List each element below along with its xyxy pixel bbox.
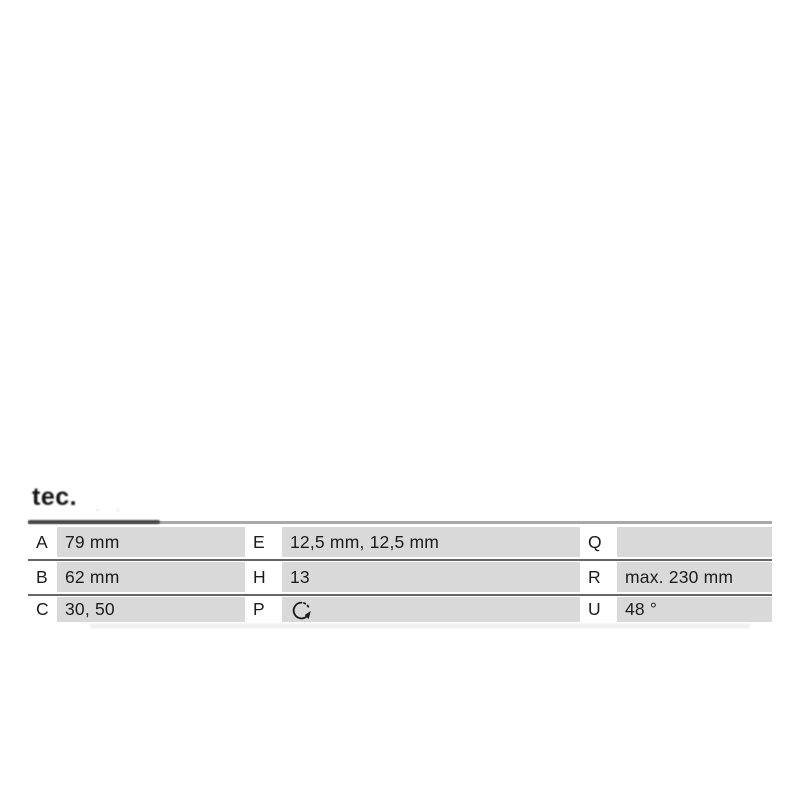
row-divider xyxy=(28,559,772,561)
table-row xyxy=(28,527,772,557)
spec-value-c: 30, 50 xyxy=(57,597,245,622)
table-row xyxy=(28,562,772,592)
technical-spec-table xyxy=(28,521,772,622)
rotation-direction-icon xyxy=(290,600,312,622)
spec-label-r: R xyxy=(580,562,617,592)
table-bottom-shadow xyxy=(90,624,750,628)
spec-label-u: U xyxy=(580,597,617,622)
spec-label-a: A xyxy=(28,527,57,557)
spec-label-h: H xyxy=(245,562,282,592)
spec-value-e: 12,5 mm, 12,5 mm xyxy=(282,527,580,557)
row-divider xyxy=(28,594,772,596)
table-row xyxy=(28,597,772,622)
spec-label-e: E xyxy=(245,527,282,557)
spec-label-q: Q xyxy=(580,527,617,557)
spec-label-c: C xyxy=(28,597,57,622)
spec-value-r: max. 230 mm xyxy=(617,562,772,592)
heading-underline-smear xyxy=(28,520,160,524)
spec-value-p xyxy=(282,597,580,622)
spec-value-a: 79 mm xyxy=(57,527,245,557)
heading-fragment-text: tec. xyxy=(32,483,78,511)
heading-artifact-dots: . . xyxy=(96,502,127,514)
spec-label-b: B xyxy=(28,562,57,592)
spec-value-u: 48 ° xyxy=(617,597,772,622)
spec-value-h: 13 xyxy=(282,562,580,592)
spec-label-p: P xyxy=(245,597,282,622)
spec-value-q xyxy=(617,527,772,557)
spec-value-b: 62 mm xyxy=(57,562,245,592)
